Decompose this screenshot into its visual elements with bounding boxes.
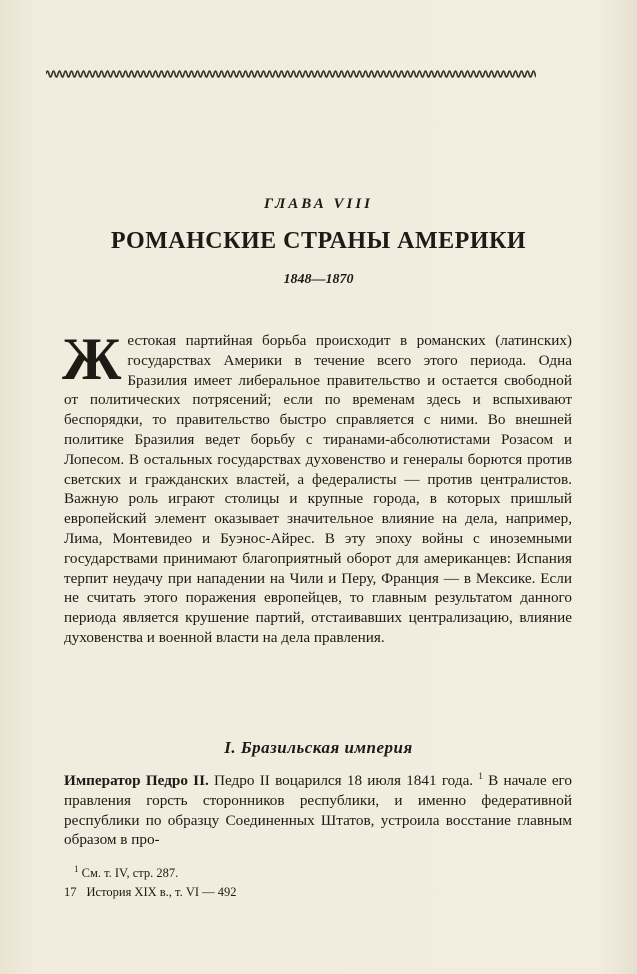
intro-paragraph: [62, 326, 572, 648]
footnote-1-text: См. т. IV, стр. 287.: [81, 866, 179, 881]
signature-text: История XIX в., т. VI — 492: [86, 885, 237, 900]
ornamental-rule: [46, 66, 536, 82]
section-text-b: В начале его правления горсть сторонников республики, и именно федеративной республики по образцу Соединенных Штатов, устроила восстание главным образом в про-: [64, 772, 573, 849]
footnote-1-mark: 1: [74, 864, 79, 874]
section-heading: I. Бразильская империя: [224, 738, 413, 757]
section-text-a: Педро II воцарился 18 июля 1841 года.: [208, 772, 474, 790]
intro-text: естокая партийная борьба происходит в романских (латинских) государствах Америки в течение всего этого периода. Одна Бразилия имеет либеральное правительство и остается свободной от политических потрясений; если по временам здесь и вспыхивают беспорядки, то правительство быстро справляется с ними. Во внешней политике Бразилия ведет борьбу с тиранами-абсолютистами Розасом и Лопесом. В остальных государствах духовенство и генералы борются против светских и гражданских властей, а федералисты — против централистов. Важную роль играют столицы и крупные города, в которых пришлый европейский элемент оказывает значительное влияние на дела, например, Лима, Монтевидео и Буэнос-Айрес. В эту эпоху войны с иноземными государствами принимают благоприятный оборот для американцев: Испания терпит неудачу при нападении на Чили и Перу, Франция — в Мексике. Если не считать этого поражения европейцев, то главным результатом данного периода является крушение партий, отстаивавших централизацию, влияние духовенства и военной власти на дела правления.: [64, 332, 572, 646]
drop-cap: Ж: [62, 326, 122, 392]
section-paragraph: [64, 767, 572, 850]
chapter-title: РОМАНСКИЕ СТРАНЫ АМЕРИКИ: [110, 228, 527, 254]
footnote-ref: 1: [478, 771, 483, 781]
footnote-1: [64, 860, 572, 883]
chapter-dates: 1848—1870: [283, 272, 354, 287]
signature-number: 17: [64, 885, 77, 900]
run-in-heading: Император Педро II.: [64, 772, 209, 790]
footnotes: [64, 860, 572, 902]
printer-signature: [64, 883, 572, 902]
chapter-label: ГЛАВА VIII: [263, 196, 374, 212]
